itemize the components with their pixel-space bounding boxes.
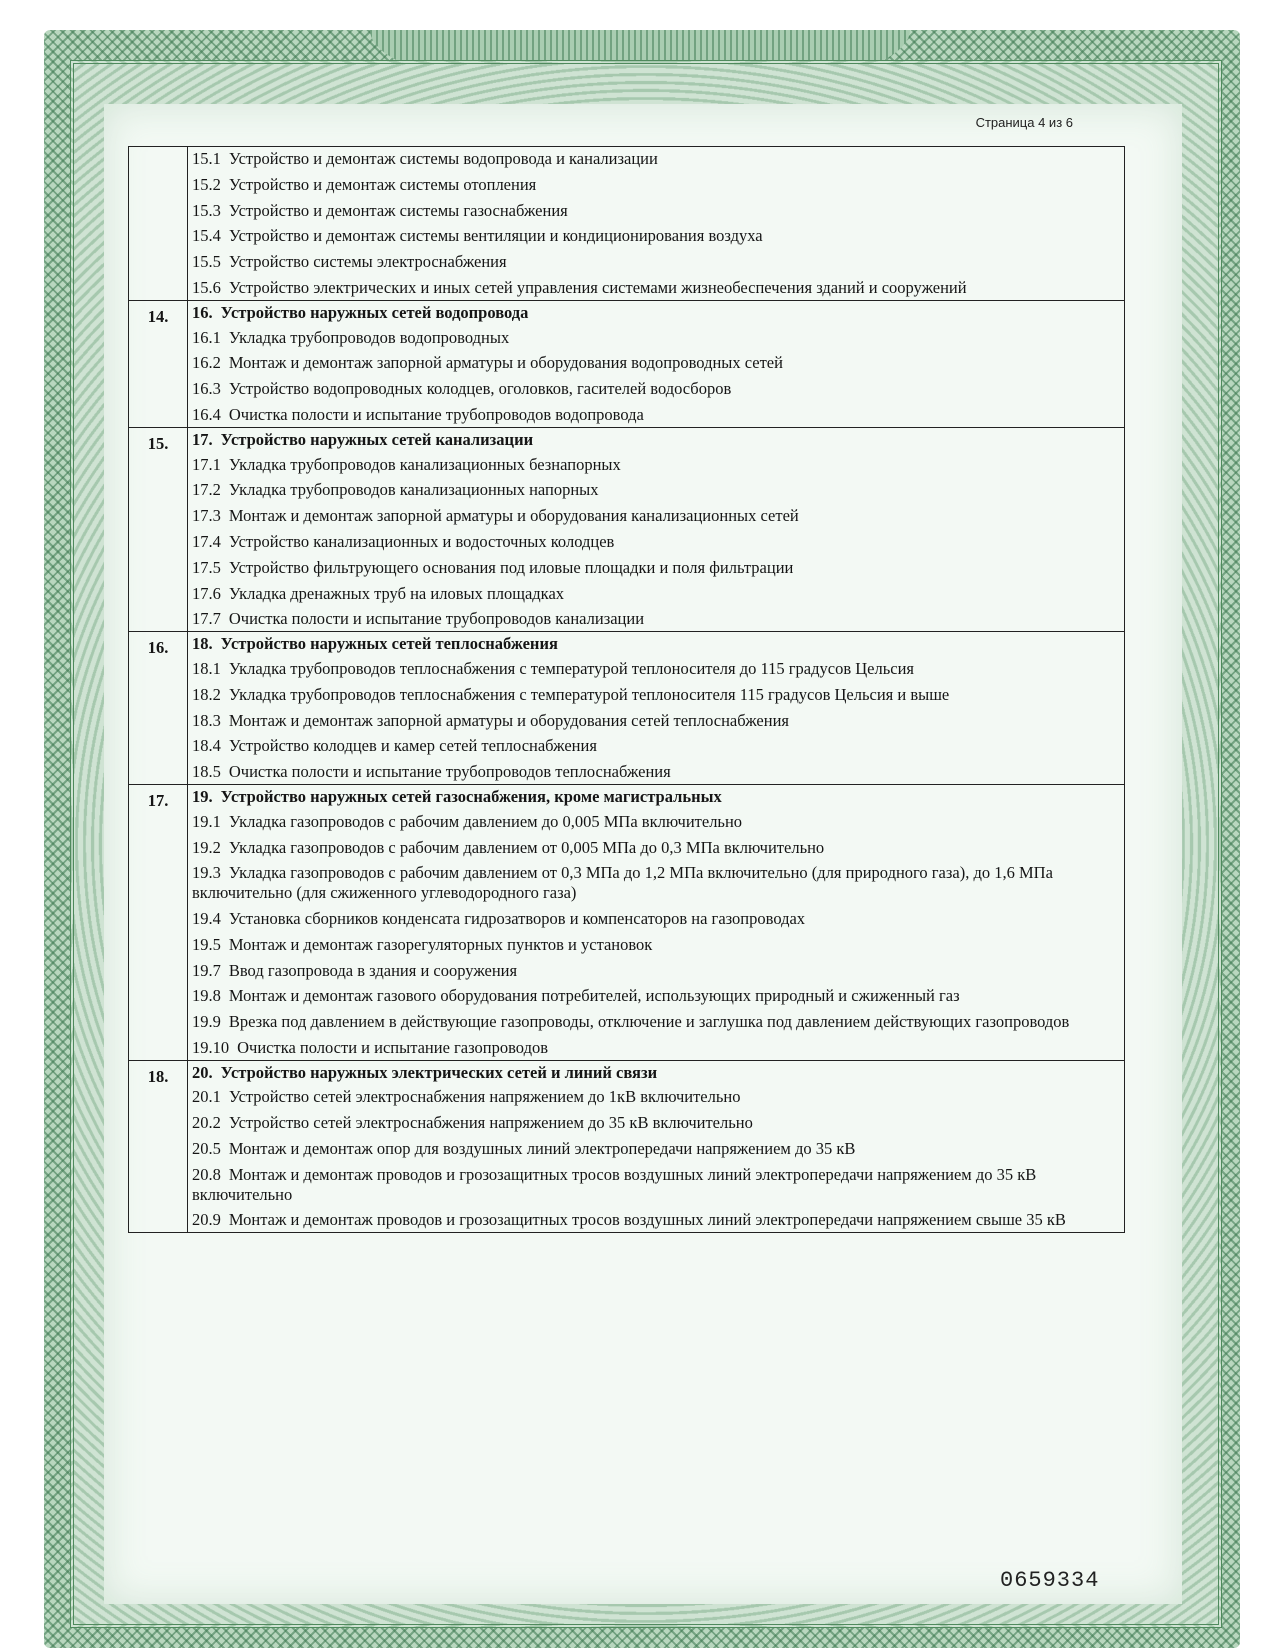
item-text: Укладка трубопроводов канализационных безнапорных [228,454,621,474]
row-number: 14. [129,300,188,427]
item-text: Укладка газопроводов с рабочим давлением от 0,005 МПа до 0,3 МПа включительно [228,837,825,857]
list-item [192,935,1120,955]
item-code: 18.5 [192,762,221,782]
list-item [192,1210,1120,1230]
section-title: Устройство наружных электрических сетей и линий связи [220,1062,658,1082]
list-item [192,711,1120,731]
item-text: Устройство электрических и иных сетей управления системами жизнеобеспечения зданий и сооружений [228,277,967,297]
item-text: Монтаж и демонтаж проводов и грозозащитных тросов воздушных линий электропередачи напряжением свыше 35 кВ [228,1210,1066,1230]
table-row [129,784,1125,1060]
list-item [192,961,1120,981]
item-text: Устройство и демонтаж системы газоснабжения [228,200,568,220]
item-text: Устройство и демонтаж системы отопления [228,174,537,194]
item-code: 20.5 [192,1139,221,1159]
item-code: 19.1 [192,811,221,831]
item-code: 16.2 [192,353,221,373]
list-item [192,455,1120,475]
item-code: 18.4 [192,736,221,756]
item-code: 16.1 [192,327,221,347]
list-item [192,762,1120,782]
section-title: Устройство наружных сетей водопровода [220,302,529,322]
section-title: Устройство наружных сетей теплоснабжения [220,634,558,654]
item-code: 18.3 [192,710,221,730]
item-text: Очистка полости и испытание трубопроводов водопровода [228,404,644,424]
item-code: 15.1 [192,149,221,168]
item-code: 17.7 [192,609,221,629]
item-text: Укладка дренажных труб на иловых площадках [228,583,565,603]
section-heading [192,430,1120,450]
item-code: 15.6 [192,277,221,297]
row-number: 15. [129,427,188,631]
list-item [192,1038,1120,1058]
list-item [192,909,1120,929]
list-item [192,252,1120,272]
item-text: Очистка полости и испытание газопроводов [237,1037,549,1057]
item-text: Устройство и демонтаж системы вентиляции и кондиционирования воздуха [228,226,763,246]
row-content [188,1060,1125,1233]
table-row [129,632,1125,785]
item-text: Врезка под давлением в действующие газопроводы, отключение и заглушка под давлением действующих газопроводов [228,1012,1070,1032]
row-number: 18. [129,1060,188,1233]
list-item [192,1165,1120,1205]
row-content [188,300,1125,427]
item-text: Устройство сетей электроснабжения напряжением до 35 кВ включительно [228,1113,753,1133]
list-item [192,1139,1120,1159]
list-item [192,328,1120,348]
list-item [192,986,1120,1006]
section-heading [192,1063,1120,1083]
item-text: Устройство колодцев и камер сетей теплоснабжения [228,736,597,756]
list-item [192,405,1120,425]
row-content [188,632,1125,785]
item-code: 17.1 [192,454,221,474]
item-text: Монтаж и демонтаж проводов и грозозащитных тросов воздушных линий электропередачи напряжением до 35 кВ включительно [192,1164,1037,1204]
list-item [192,863,1120,903]
list-item [192,201,1120,221]
item-code: 17.5 [192,557,221,577]
item-text: Укладка трубопроводов теплоснабжения с температурой теплоносителя 115 градусов Цельсия и выше [228,684,950,704]
row-number: 17. [129,784,188,1060]
item-code: 16.3 [192,379,221,399]
section-heading [192,303,1120,323]
item-code: 18.2 [192,684,221,704]
item-text: Устройство фильтрующего основания под иловые площадки и поля фильтрации [228,557,794,577]
list-item [192,379,1120,399]
item-text: Монтаж и демонтаж запорной арматуры и оборудования канализационных сетей [228,506,799,526]
item-code: 19.7 [192,960,221,980]
item-code: 20.9 [192,1210,221,1230]
list-item [192,278,1120,298]
works-table [128,146,1125,1233]
item-code: 16.4 [192,404,221,424]
item-code: 19.5 [192,934,221,954]
list-item [192,558,1120,578]
item-text: Устройство системы электроснабжения [228,252,507,272]
section-code: 17. [192,429,213,449]
item-code: 19.3 [192,863,221,883]
item-text: Укладка трубопроводов водопроводных [228,327,510,347]
list-item [192,685,1120,705]
section-heading [192,634,1120,654]
item-code: 20.8 [192,1164,221,1184]
list-item [192,175,1120,195]
item-code: 20.2 [192,1113,221,1133]
page-number: Страница 4 из 6 [975,115,1073,130]
item-text: Монтаж и демонтаж газового оборудования потребителей, использующих природный и сжиженный газ [228,986,960,1006]
row-number: 16. [129,632,188,785]
list-item [192,149,1120,169]
section-title: Устройство наружных сетей канализации [220,429,534,449]
item-code: 15.5 [192,252,221,272]
list-item [192,609,1120,629]
list-item [192,838,1120,858]
list-item [192,480,1120,500]
list-item [192,226,1120,246]
row-number [129,147,188,301]
list-item [192,353,1120,373]
item-text: Очистка полости и испытание трубопроводов канализации [228,609,645,629]
list-item [192,584,1120,604]
item-text: Ввод газопровода в здания и сооружения [228,960,518,980]
item-code: 17.4 [192,531,221,551]
item-code: 17.6 [192,583,221,603]
item-code: 19.8 [192,986,221,1006]
list-item [192,506,1120,526]
table-row [129,427,1125,631]
table-row [129,300,1125,427]
row-content [188,784,1125,1060]
section-code: 18. [192,634,213,654]
item-text: Устройство сетей электроснабжения напряжением до 1кВ включительно [228,1087,741,1107]
item-code: 19.10 [192,1037,230,1057]
item-code: 17.2 [192,480,221,500]
item-text: Установка сборников конденсата гидрозатворов и компенсаторов на газопроводах [228,908,806,928]
item-text: Монтаж и демонтаж газорегуляторных пунктов и установок [228,934,653,954]
row-content [188,147,1125,301]
section-code: 20. [192,1062,213,1082]
item-text: Монтаж и демонтаж опор для воздушных линий электропередачи напряжением до 35 кВ [228,1139,856,1159]
item-code: 15.3 [192,200,221,220]
item-text: Монтаж и демонтаж запорной арматуры и оборудования водопроводных сетей [228,353,783,373]
table-row [129,147,1125,301]
item-code: 17.3 [192,506,221,526]
item-text: Укладка трубопроводов канализационных напорных [228,480,599,500]
item-text: Укладка газопроводов с рабочим давлением от 0,3 МПа до 1,2 МПа включительно (для природного газа), до 1,6 МПа включительно (для сжиженного углеводородного газа) [192,863,1053,903]
item-code: 15.2 [192,174,221,194]
serial-number: 0659334 [1000,1568,1100,1593]
item-code: 19.4 [192,908,221,928]
list-item [192,532,1120,552]
item-text: Монтаж и демонтаж запорной арматуры и оборудования сетей теплоснабжения [228,710,789,730]
item-text: Устройство канализационных и водосточных колодцев [228,531,615,551]
row-content [188,427,1125,631]
list-item [192,1113,1120,1133]
works-table-body [129,147,1125,1233]
item-code: 19.9 [192,1012,221,1032]
item-text: Укладка трубопроводов теплоснабжения с температурой теплоносителя до 115 градусов Цельсия [228,658,915,678]
item-text: Очистка полости и испытание трубопроводов теплоснабжения [228,762,671,782]
list-item [192,812,1120,832]
list-item [192,659,1120,679]
section-title: Устройство наружных сетей газоснабжения, кроме магистральных [220,786,722,806]
section-code: 16. [192,302,213,322]
item-text: Укладка газопроводов с рабочим давлением до 0,005 МПа включительно [228,811,743,831]
item-code: 20.1 [192,1087,221,1107]
item-code: 15.4 [192,226,221,246]
item-code: 18.1 [192,658,221,678]
list-item [192,1012,1120,1032]
item-code: 19.2 [192,837,221,857]
list-item [192,736,1120,756]
table-row [129,1060,1125,1233]
item-text: Устройство водопроводных колодцев, оголовков, гасителей водосборов [228,379,732,399]
list-item [192,1087,1120,1107]
item-text: Устройство и демонтаж системы водопровода и канализации [228,149,658,168]
section-heading [192,787,1120,807]
section-code: 19. [192,786,213,806]
